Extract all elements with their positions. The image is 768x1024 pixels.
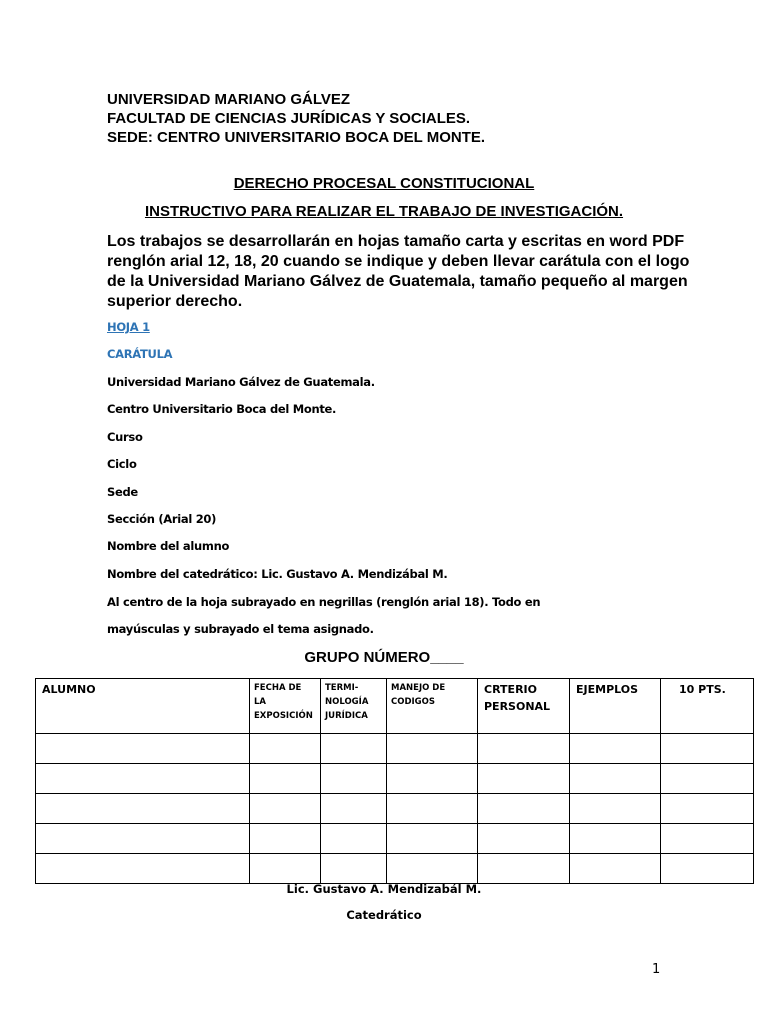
table-cell[interactable] [478,824,570,854]
table-cell[interactable] [570,824,661,854]
table-cell[interactable] [661,734,754,764]
faculty-name: FACULTAD DE CIENCIAS JURÍDICAS Y SOCIALES. [107,110,471,127]
table-cell[interactable] [321,764,387,794]
table-cell[interactable] [478,794,570,824]
hoja-1-link[interactable]: HOJA 1 [107,320,150,334]
list-item: Ciclo [107,457,137,471]
table-row [36,734,754,764]
intro-line: renglón arial 12, 18, 20 cuando se indique y deben llevar carátula con el logo [107,253,690,270]
table-cell[interactable] [250,824,321,854]
page-number: 1 [652,962,661,977]
header-fecha-line: EXPOSICIÓN [254,711,313,721]
table-cell[interactable] [387,794,478,824]
header-terminologia [321,679,387,734]
table-cell[interactable] [321,824,387,854]
header-manejo-line: CODIGOS [391,697,436,707]
header-fecha-line: FECHA DE LA [254,683,302,707]
list-item: Sede [107,485,138,499]
header-criterio-line: CRTERIO [484,683,537,696]
table-cell[interactable] [661,824,754,854]
table-cell[interactable] [478,854,570,884]
table-cell[interactable] [250,734,321,764]
intro-line: superior derecho. [107,293,243,310]
table-cell[interactable] [478,734,570,764]
table-cell[interactable] [570,764,661,794]
list-item: Universidad Mariano Gálvez de Guatemala. [107,375,375,389]
table-cell[interactable] [387,824,478,854]
header-criterio [478,679,570,734]
table-cell[interactable] [570,794,661,824]
table-cell[interactable] [36,824,250,854]
list-item: Nombre del alumno [107,539,230,553]
signature-title: Catedrático [346,908,422,922]
caratula-heading: CARÁTULA [107,347,173,361]
table-cell[interactable] [478,764,570,794]
header-manejo-line: MANEJO DE [391,683,446,693]
header-alumno: ALUMNO [36,679,250,734]
list-item: Curso [107,430,143,444]
table-cell[interactable] [387,734,478,764]
table-row [36,854,754,884]
intro-line: Los trabajos se desarrollarán en hojas tamaño carta y escritas en word PDF [107,233,685,250]
table-cell[interactable] [321,854,387,884]
table-cell[interactable] [321,794,387,824]
table-cell[interactable] [661,794,754,824]
intro-paragraph [107,232,690,312]
header-pts: 10 PTS. [661,679,754,734]
university-name: UNIVERSIDAD MARIANO GÁLVEZ [107,91,351,108]
table-cell[interactable] [387,854,478,884]
list-item: Nombre del catedrático: Lic. Gustavo A. Mendizábal M. [107,567,448,581]
table-cell[interactable] [387,764,478,794]
table-row [36,794,754,824]
table-row [36,824,754,854]
header-criterio-line: PERSONAL [484,700,551,713]
table-row [36,764,754,794]
list-item: Sección (Arial 20) [107,512,217,526]
table-cell[interactable] [250,794,321,824]
table-cell[interactable] [36,794,250,824]
list-item: mayúsculas y subrayado el tema asignado. [107,622,374,636]
group-number-title: GRUPO NÚMERO____ [304,649,464,666]
header-termi-line: NOLOGÍA [325,697,369,707]
table-cell[interactable] [250,854,321,884]
instructions-title: INSTRUCTIVO PARA REALIZAR EL TRABAJO DE INVESTIGACIÓN. [144,203,624,220]
signature-name: Lic. Gustavo A. Mendizabál M. [286,882,482,896]
table-cell[interactable] [321,734,387,764]
intro-line: de la Universidad Mariano Gálvez de Guatemala, tamaño pequeño al margen [107,273,688,290]
header-ejemplos: EJEMPLOS [570,679,661,734]
table-cell[interactable] [661,854,754,884]
campus-name: SEDE: CENTRO UNIVERSITARIO BOCA DEL MONTE. [107,129,486,146]
table-cell[interactable] [570,854,661,884]
table-cell[interactable] [570,734,661,764]
header-fecha [250,679,321,734]
header-termi-line: JURÍDICA [325,711,368,721]
header-manejo [387,679,478,734]
evaluation-table [35,678,754,884]
table-cell[interactable] [36,764,250,794]
course-title: DERECHO PROCESAL CONSTITUCIONAL [233,175,535,192]
table-header-row [36,679,754,734]
table-cell[interactable] [36,734,250,764]
table-cell[interactable] [36,854,250,884]
header-termi-line: TERMI- [325,683,359,693]
table-cell[interactable] [661,764,754,794]
list-item: Al centro de la hoja subrayado en negrillas (renglón arial 18). Todo en [107,595,541,609]
list-item: Centro Universitario Boca del Monte. [107,402,337,416]
table-cell[interactable] [250,764,321,794]
